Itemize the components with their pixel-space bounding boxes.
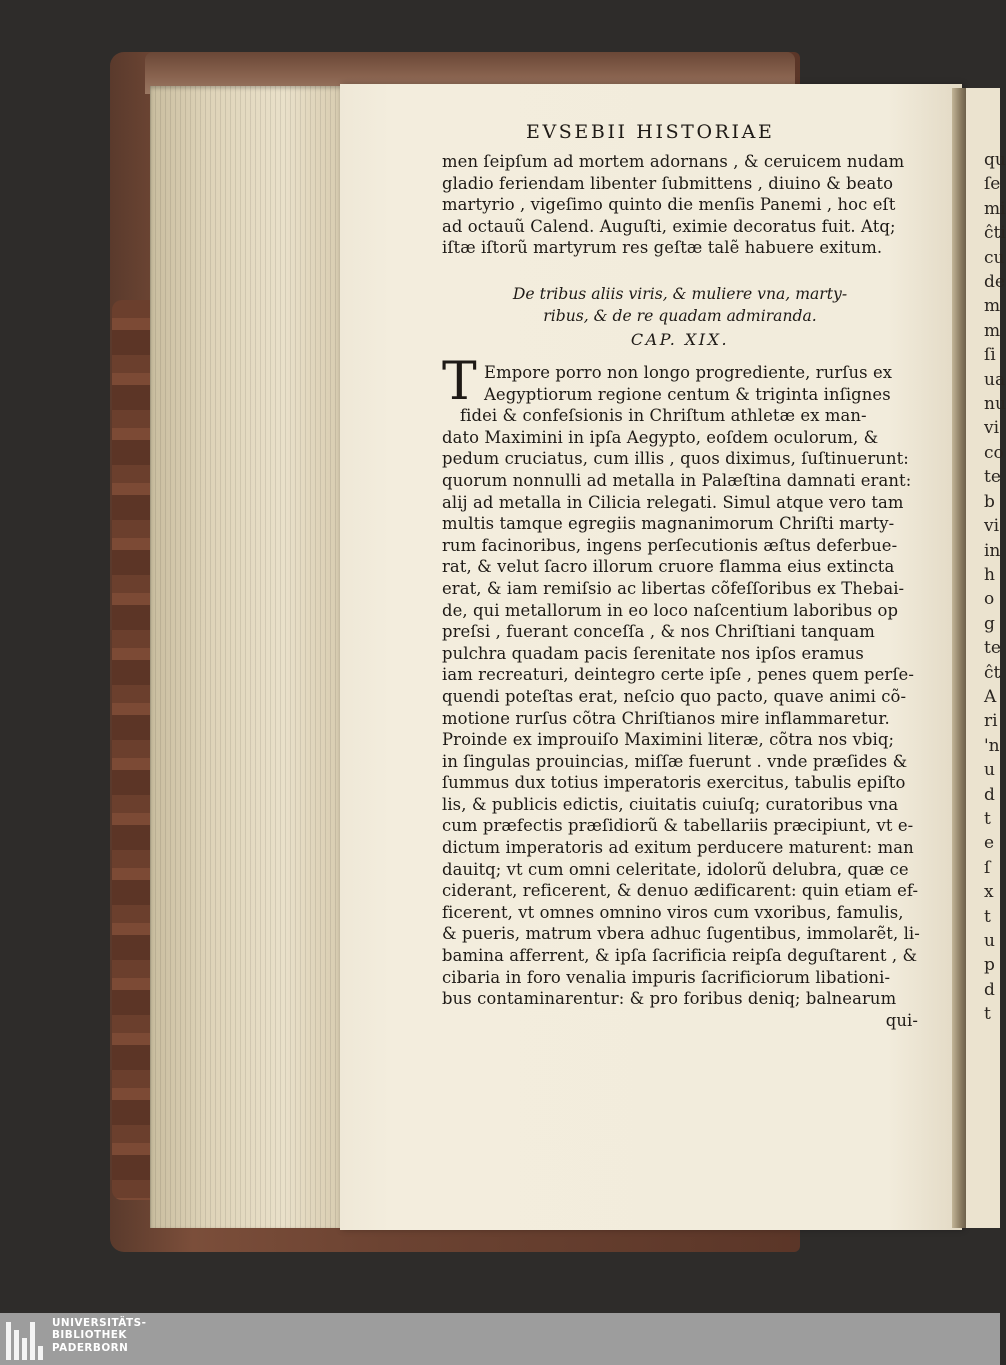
text-line: iam recreaturi, deintegro certe ipſe , penes quem perſe- [442,665,914,685]
text-line: gladio feriendam libenter ſubmittens , diuino & beato [442,173,894,193]
institution-name [52,1317,146,1354]
heading-line: ribus, & de re quadam admiranda. [543,307,817,325]
text-line: cibaria in foro venalia impuris ſacrificiorum libationi- [442,967,891,987]
library-logo-icon [6,1322,44,1360]
text-line: dato Maximini in ipſa Aegypto, eoſdem oculorum, & [442,427,879,447]
text-line: Aegyptiorum regione centum & triginta inſignes [484,384,891,404]
running-head: EVSEBII HISTORIAE [526,121,775,143]
institution-line: PADERBORN [52,1341,129,1354]
institution-line: BIBLIOTHEK [52,1329,127,1342]
text-line: quorum nonnulli ad metalla in Palæſtina damnati erant: [442,470,912,490]
text-line: ſummus dux totius imperatoris exercitus, tabulis epiſto [442,773,906,793]
page-edges [150,86,342,1228]
text-line: ficerent, vt omnes omnino viros cum vxoribus, famulis, [442,902,904,922]
text-line: ciderant, reficerent, & denuo ædificarent: quin etiam ef- [442,881,919,901]
chapter-number: CAP. XIX. [630,330,730,349]
paragraph-1 [442,151,926,259]
text-line: dauitq; vt cum omni celeritate, idolorũ delubra, quæ ce [442,859,909,879]
text-line: martyrio , vigeſimo quinto die menſis Panemi , hoc eſt [442,195,896,215]
text-line: rum facinoribus, ingens perſecutionis æſtus deferbue- [442,535,898,555]
heading-line: De tribus aliis viris, & muliere vna, marty- [512,285,848,303]
text-line: bamina afferrent, & ipſa ſacrificia reipſa deguſtarent , & [442,946,918,966]
text-line: iſtæ iſtorũ martyrum res geſtæ talẽ habuere exitum. [442,238,883,258]
institution-line: UNIVERSITÄTS- [52,1317,147,1329]
worn-spine [112,300,154,1200]
text-line: lis, & publicis edictis, ciuitatis cuiuſq; curatoribus vna [442,794,899,814]
catchword: qui- [885,1010,918,1030]
book-gutter [952,88,966,1228]
text-line: fidei & confeſsionis in Chriſtum athletæ ex man- [460,406,867,426]
text-line: multis tamque egregiis magnanimorum Chriſti marty- [442,514,895,534]
text-line: rat, & velut ſacro illorum cruore flamma eius extincta [442,557,895,577]
text-line: men ſeipſum ad mortem adornans , & ceruicem nudam [442,152,905,171]
text-line: quendi poteſtas erat, neſcio quo pacto, quave animi cõ- [442,686,907,706]
text-line: alij ad metalla in Cilicia relegati. Simul atque vero tam [442,492,904,512]
text-line: cum præfectis præſidiorũ & tabellariis præcipiunt, vt e- [442,816,914,836]
text-line: de, qui metallorum in eo loco naſcentium laboribus op [442,600,899,620]
text-line: Empore porro non longo progrediente, rurſus ex [484,363,893,382]
text-line: pedum cruciatus, cum illis , quos diximus, ſuſtinuerunt: [442,449,909,469]
text-line: preſsi , fuerant conceſſa , & nos Chriſtiani tanquam [442,622,875,642]
text-line: in ſingulas prouincias, miſſæ fuerunt . vnde præſides & [442,751,908,771]
text-line: bus contaminarentur: & pro foribus deniq; balnearum [442,989,897,1009]
facing-page-fragment [966,88,1006,1228]
facing-page-text: qu ſe mi ĉti cu de m m ſi ua nu vi co te b vi in h o g te ĉt A ri 'n u d t e ſ x t u p d t [984,150,1006,1025]
text-line: ad octauũ Calend. Auguſti, eximie decoratus fuit. Atq; [442,216,896,236]
paragraph-2 [442,362,926,1031]
text-line: pulchra quadam pacis ſerenitate nos ipſos eramus [442,643,864,663]
text-line: erat, & iam remiſsio ac libertas cõfeſſoribus ex Thebai- [442,578,905,598]
text-line: motione rurſus cõtra Chriſtianos mire inflammaretur. [442,708,890,728]
footer-bar [0,1313,1000,1365]
text-line: & pueris, matrum vbera adhuc ſugentibus, immolarẽt, li- [442,924,920,944]
text-line: dictum imperatoris ad exitum perducere maturent: man [442,838,914,858]
text-line: Proinde ex improuiſo Maximini literæ, cõtra nos vbiq; [442,730,895,750]
drop-cap: T [442,352,477,412]
chapter-heading [470,283,890,327]
